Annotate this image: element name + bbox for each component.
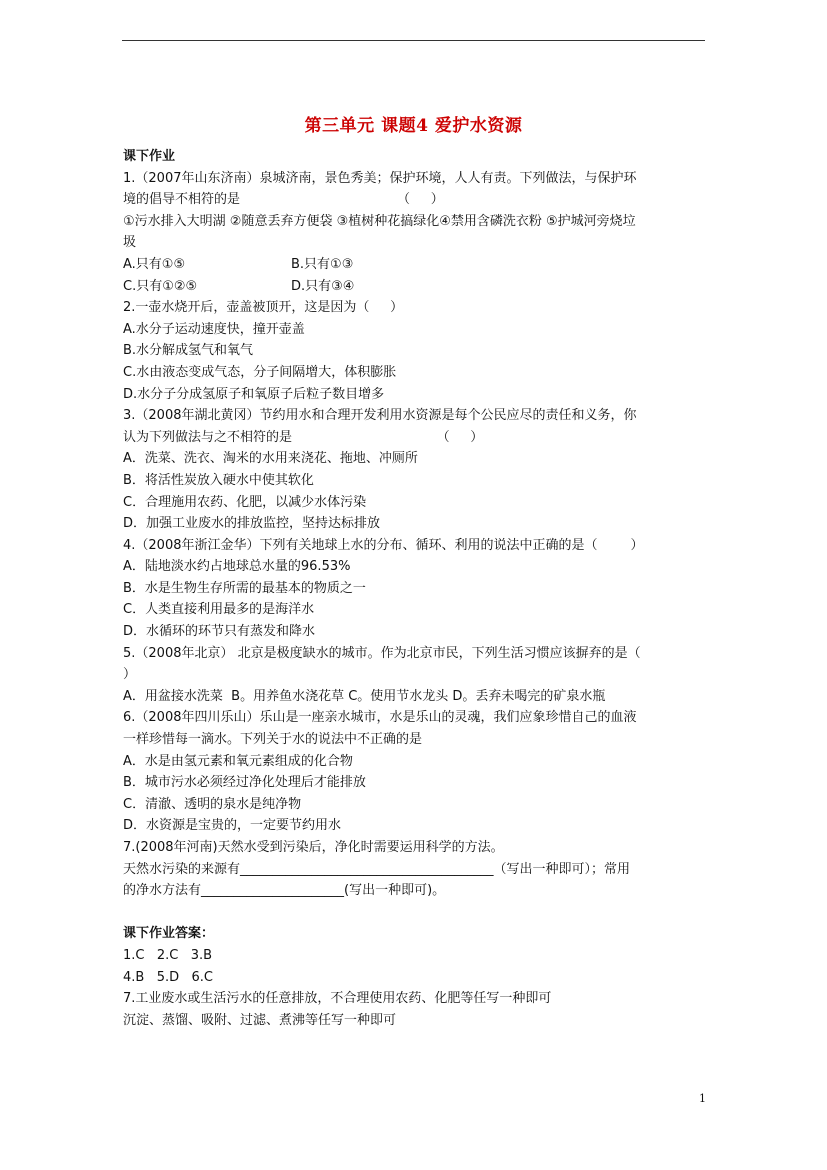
q1-options-row-2 — [123, 276, 708, 298]
q7-stem-line-3: 的净水方法有______________________(写出一种即可)。 — [123, 883, 446, 899]
spacer — [123, 902, 708, 924]
q6-option-c: C．清澈、透明的泉水是纯净物 — [123, 796, 302, 812]
q4-option-d: D．水循环的环节只有蒸发和降水 — [123, 624, 316, 640]
q3-option-c: C．合理施用农药、化肥，以减少水体污染 — [123, 494, 367, 510]
q1-stem-line-4: 圾 — [123, 235, 137, 251]
q3-option-a: A．洗菜、洗衣、淘米的水用来浇花、拖地、冲厕所 — [123, 451, 418, 467]
q4-option-c: C．人类直接利用最多的是海洋水 — [123, 602, 315, 618]
q6-option-d: D．水资源是宝贵的，一定要节约用水 — [123, 818, 342, 834]
page-title: 第三单元 课题4 爱护水资源 — [304, 116, 523, 136]
q5-stem-line-1: 5.（2008年北京） 北京是极度缺水的城市。作为北京市民，下列生活习惯应该摒弃的是（ — [123, 645, 641, 661]
q4-option-b: B．水是生物生存所需的最基本的物质之一 — [123, 580, 366, 596]
q4-stem: 4.（2008年浙江金华）下列有关地球上水的分布、循环、利用的说法中正确的是（ ） — [123, 537, 644, 553]
q7-stem-line-1: 7.(2008年河南)天然水受到污染后，净化时需要运用科学的方法。 — [123, 840, 504, 855]
answers-heading: 课下作业答案： — [123, 926, 215, 942]
page-number: 1 — [699, 1092, 706, 1105]
q3-stem-line-1: 3.（2008年湖北黄冈）节约用水和合理开发利用水资源是每个公民应尽的责任和义务，你 — [123, 408, 637, 424]
q3-option-b: B．将活性炭放入硬水中使其软化 — [123, 472, 314, 488]
answers-line-2: 4.B 5.D 6.C — [123, 969, 214, 985]
q6-stem-line-1: 6.（2008年四川乐山）乐山是一座亲水城市，水是乐山的灵魂，我们应象珍惜自己的血液 — [123, 710, 637, 726]
answers-line-4: 沉淀、蒸馏、吸附、过滤、煮沸等任写一种即可 — [123, 1012, 397, 1028]
section-heading: 课下作业 — [123, 149, 176, 164]
q6-option-a: A．水是由氢元素和氧元素组成的化合物 — [123, 753, 353, 769]
q3-option-d: D．加强工业废水的排放监控，坚持达标排放 — [123, 516, 381, 532]
q2-option-d: D.水分子分成氢原子和氧原子后粒子数目增多 — [123, 386, 385, 402]
q2-option-a: A.水分子运动速度快，撞开壶盖 — [123, 321, 305, 337]
q1-stem-line-1: 1.（2007年山东济南）泉城济南，景色秀美；保护环境，人人有责。下列做法，与保护环 — [123, 170, 637, 186]
q1-option-d: D.只有③④ — [291, 278, 355, 294]
q1-options-row-1 — [123, 254, 708, 276]
answers-line-1: 1.C 2.C 3.B — [123, 947, 213, 963]
document-body — [123, 146, 708, 1031]
q1-option-b: B.只有①③ — [291, 256, 354, 272]
header-rule — [122, 40, 705, 41]
q4-option-a: A．陆地淡水约占地球总水量的96.53% — [123, 559, 351, 575]
q3-stem-line-2: 认为下列做法与之不相符的是 （ ） — [123, 429, 484, 445]
q1-stem-line-3: ①污水排入大明湖 ②随意丢弃方便袋 ③植树种花搞绿化④禁用含磷洗衣粉 ⑤护城河旁烧垃 — [123, 213, 636, 229]
q2-option-c: C.水由液态变成气态，分子间隔增大，体积膨胀 — [123, 364, 397, 380]
q6-option-b: B．城市污水必须经过净化处理后才能排放 — [123, 775, 366, 791]
q6-stem-line-2: 一样珍惜每一滴水。下列关于水的说法中不正确的是 — [123, 732, 423, 748]
q5-stem-line-2: ） — [123, 667, 137, 683]
q1-option-a: A.只有①⑤ — [123, 256, 186, 272]
q5-options: A．用盆接水洗菜 B。用养鱼水浇花草 C。使用节水龙头 D。丢弃未喝完的矿泉水瓶 — [123, 688, 606, 704]
q7-stem-line-2: 天然水污染的来源有_______________________________________（写出一种即可）；常用 — [123, 861, 631, 877]
q2-option-b: B.水分解成氢气和氧气 — [123, 343, 254, 359]
q2-stem: 2.一壶水烧开后，壶盖被顶开，这是因为（ ） — [123, 300, 404, 316]
q1-stem-line-2: 境的倡导不相符的是 （ ） — [123, 192, 444, 208]
answers-line-3: 7.工业废水或生活污水的任意排放，不合理使用农药、化肥等任写一种即可 — [123, 991, 552, 1007]
q1-option-c: C.只有①②⑤ — [123, 278, 198, 294]
